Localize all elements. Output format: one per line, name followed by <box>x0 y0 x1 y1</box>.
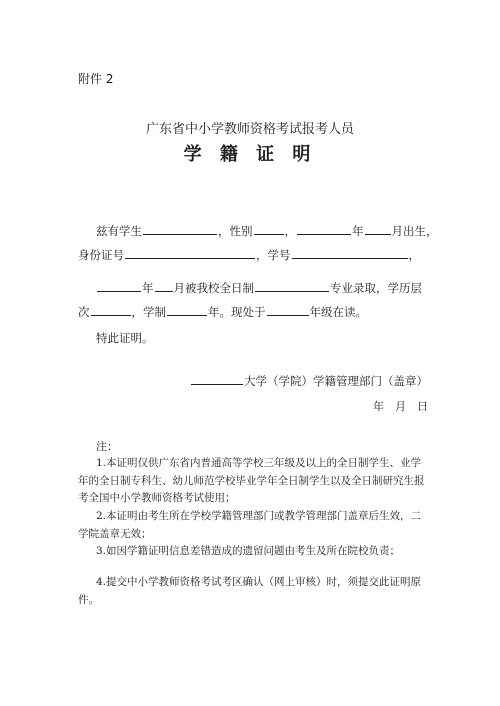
blank-student-name[interactable] <box>143 222 217 235</box>
blank-duration[interactable] <box>167 303 207 316</box>
blank-education-level[interactable] <box>91 303 131 316</box>
text-gender: ，性别 <box>218 224 253 238</box>
text-major-admitted: 专业录取，学历层 <box>330 281 422 295</box>
blank-enroll-month[interactable] <box>155 279 173 292</box>
text-grade-studying: 年级在读。 <box>309 305 367 319</box>
body-line-4 <box>78 303 367 320</box>
text-currently: 年。现处于 <box>208 305 266 319</box>
blank-birth-month[interactable] <box>365 222 391 235</box>
text-comma-1: ， <box>284 224 296 238</box>
blank-student-number[interactable] <box>292 246 408 259</box>
note-item-3: 3.如因学籍证明信息差错造成的遗留问题由考生及所在院校负责； <box>96 545 401 557</box>
body-line-2 <box>78 246 420 263</box>
blank-grade[interactable] <box>267 303 309 316</box>
certify-statement: 特此证明。 <box>96 331 154 345</box>
date-line: 年 月 日 <box>373 400 428 413</box>
attachment-label: 附件 2 <box>78 72 114 86</box>
body-line-3 <box>96 279 422 296</box>
text-enrolled: 月被我校全日制 <box>173 281 254 295</box>
text-level: 次 <box>78 305 90 319</box>
text-year-2: 年 <box>142 281 154 295</box>
blank-birth-year[interactable] <box>297 222 351 235</box>
blank-major[interactable] <box>255 279 329 292</box>
document-subtitle: 学 籍 证 明 <box>183 144 317 165</box>
text-month-born: 月出生， <box>391 224 438 238</box>
signature-line <box>190 372 428 389</box>
note-item-2: 2.本证明由考生所在学校学籍管理部门或教学管理部门盖章后生效，二学院盖章无效； <box>78 510 422 540</box>
text-duration: ，学制 <box>131 305 166 319</box>
blank-id-number[interactable] <box>125 246 255 259</box>
text-year-1: 年 <box>352 224 364 238</box>
text-student-number: ，学号 <box>256 248 291 262</box>
text-student: 兹有学生 <box>96 224 142 238</box>
text-dept-seal: 大学（学院）学籍管理部门（盖章） <box>244 374 428 388</box>
text-comma-2: ， <box>408 248 420 262</box>
notes-title: 注： <box>96 440 118 453</box>
blank-university-name[interactable] <box>191 372 243 385</box>
text-id-number: 身份证号 <box>78 248 124 262</box>
body-line-1 <box>96 222 438 239</box>
note-item-1: 1.本证明仅供广东省内普通高等学校三年级及以上的全日制学生、业学年的全日制专科生、幼儿师范学校毕业学年全日制学生以及全日制研究生报考全国中小学教师资格考试使用； <box>78 457 425 504</box>
blank-gender[interactable] <box>254 222 284 235</box>
document-title: 广东省中小学教师资格考试报考人员 <box>145 122 354 137</box>
blank-enroll-year[interactable] <box>97 279 141 292</box>
note-item-4: 4.提交中小学教师资格考试考区确认（网上审核）时，须提交此证明原件。 <box>78 576 422 606</box>
